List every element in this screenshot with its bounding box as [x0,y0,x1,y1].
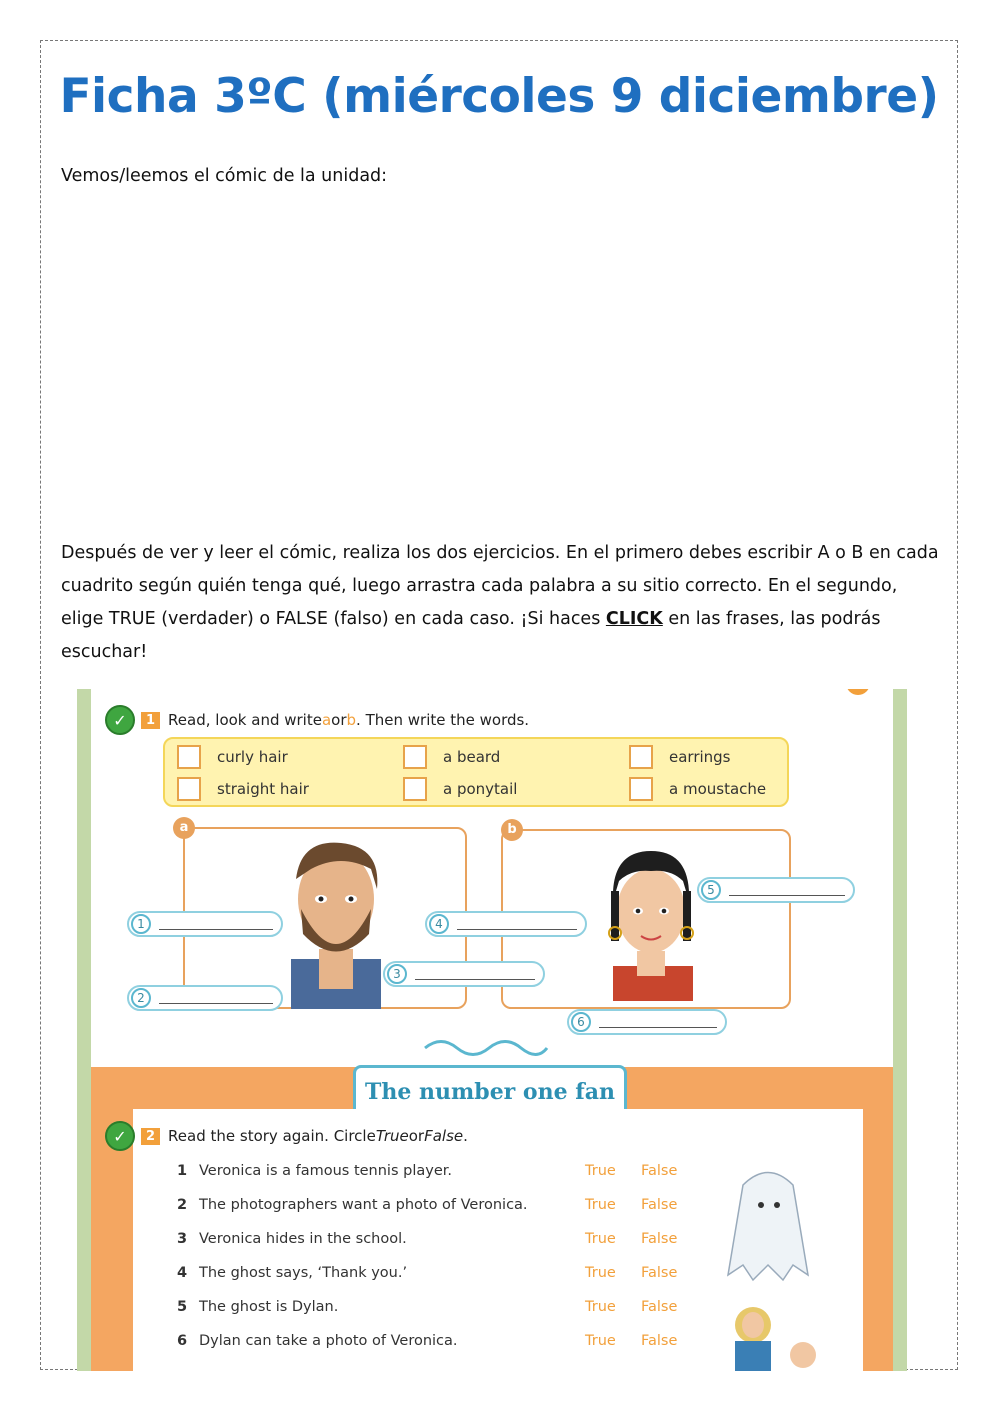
blank-number: 3 [387,964,407,984]
answer-square[interactable] [403,777,427,801]
word-item[interactable] [177,745,288,769]
word-item[interactable] [403,745,500,769]
answer-blank-3[interactable] [383,961,545,987]
woman-illustration [591,841,711,1001]
answer-blank-2[interactable] [127,985,283,1011]
write-line[interactable] [457,919,577,930]
blank-number: 1 [131,914,151,934]
word-item[interactable] [403,777,517,801]
word-item[interactable] [629,777,766,801]
word-label: curly hair [217,748,288,766]
statement-row[interactable] [177,1197,697,1213]
ex2-heading-text: Read the story again. Circle [168,1127,376,1145]
statement-number: 1 [177,1163,188,1179]
answer-square[interactable] [629,745,653,769]
statement-row[interactable] [177,1231,697,1247]
ex1-letter-a: a [321,711,332,729]
word-label: straight hair [217,780,309,798]
statement-text[interactable]: The ghost says, ‘Thank you.’ [199,1265,408,1281]
answer-blank-5[interactable] [697,877,855,903]
answer-square[interactable] [177,745,201,769]
answer-square[interactable] [629,777,653,801]
statement-text[interactable]: Veronica is a famous tennis player. [199,1163,452,1179]
answer-square[interactable] [177,777,201,801]
statement-number: 3 [177,1231,188,1247]
true-option[interactable]: True [585,1299,616,1315]
write-line[interactable] [159,993,273,1004]
statement-row[interactable] [177,1265,697,1281]
false-option[interactable]: False [641,1333,678,1349]
ex2-heading-end: . [463,1127,468,1145]
ex2-true-word: True [375,1127,409,1145]
instructions-part1: Después de ver y leer el cómic, realiza los dos ejercicios. En el primero debes escribir A o B en cada cuadrito según quién tenga qué, luego arrastra cada palabra a su sitio correcto. En el segundo, elige TRUE (verdader) o FALSE (falso) en cada caso. ¡Si haces [61,543,939,629]
write-line[interactable] [599,1017,717,1028]
false-option[interactable]: False [641,1231,678,1247]
write-line[interactable] [159,919,273,930]
statement-number: 4 [177,1265,188,1281]
answer-blank-6[interactable] [567,1009,727,1035]
true-option[interactable]: True [585,1231,616,1247]
statement-number: 6 [177,1333,188,1349]
statement-text[interactable]: Veronica hides in the school. [199,1231,407,1247]
false-option[interactable]: False [641,1299,678,1315]
ex2-or: or [408,1127,425,1145]
worksheet-frame [40,40,958,1370]
panel-a-label: a [173,817,195,839]
word-box [163,737,789,807]
word-label: a ponytail [443,780,518,798]
blank-number: 5 [701,880,721,900]
word-label: earrings [669,748,731,766]
statement-text[interactable]: Dylan can take a photo of Veronica. [199,1333,458,1349]
ex1-heading-text: Read, look and write [168,711,322,729]
ex1-heading-end: . Then write the words. [356,711,530,729]
textbook-page [77,689,907,1371]
true-option[interactable]: True [585,1163,616,1179]
write-line[interactable] [729,885,845,896]
write-line[interactable] [415,969,535,980]
exercise-1-heading [105,705,529,735]
answer-square[interactable] [403,745,427,769]
statement-row[interactable] [177,1333,697,1349]
true-option[interactable]: True [585,1197,616,1213]
statement-row[interactable] [177,1299,697,1315]
true-option[interactable]: True [585,1333,616,1349]
blank-number: 6 [571,1012,591,1032]
word-label: a moustache [669,780,767,798]
page-title: Ficha 3ºC (miércoles 9 diciembre) [59,69,939,124]
false-option[interactable]: False [641,1265,678,1281]
false-option[interactable]: False [641,1197,678,1213]
statement-number: 2 [177,1197,188,1213]
ex2-false-word: False [424,1127,464,1145]
true-option[interactable]: True [585,1265,616,1281]
answer-blank-4[interactable] [425,911,587,937]
page-header-decoration [633,689,873,695]
ex1-letter-b: b [346,711,357,729]
ex1-or: or [331,711,347,729]
statement-row[interactable] [177,1163,697,1179]
exercise-2-heading [105,1121,468,1151]
check-icon: ✓ [105,1121,135,1151]
panel-b-label: b [501,819,523,841]
blank-number: 2 [131,988,151,1008]
swirl-ornament-icon [421,1035,551,1061]
blank-number: 4 [429,914,449,934]
exercise-2-number: 2 [141,1128,160,1145]
instructions-part2: en las frases, las podrás escuchar! [61,609,881,662]
false-option[interactable]: False [641,1163,678,1179]
exercise-1-number: 1 [141,712,160,729]
answer-blank-1[interactable] [127,911,283,937]
statement-text[interactable]: The photographers want a photo of Veronica. [199,1197,528,1213]
word-item[interactable] [177,777,309,801]
man-illustration [271,839,401,1009]
check-icon: ✓ [105,705,135,735]
click-word: CLICK [605,609,663,629]
word-label: a beard [443,748,501,766]
intro-text: Vemos/leemos el cómic de la unidad: [61,166,388,186]
word-item[interactable] [629,745,731,769]
ghost-illustration [713,1165,823,1371]
story-title: The number one fan [353,1065,627,1119]
statement-text[interactable]: The ghost is Dylan. [199,1299,339,1315]
instructions [61,537,941,669]
statement-number: 5 [177,1299,188,1315]
